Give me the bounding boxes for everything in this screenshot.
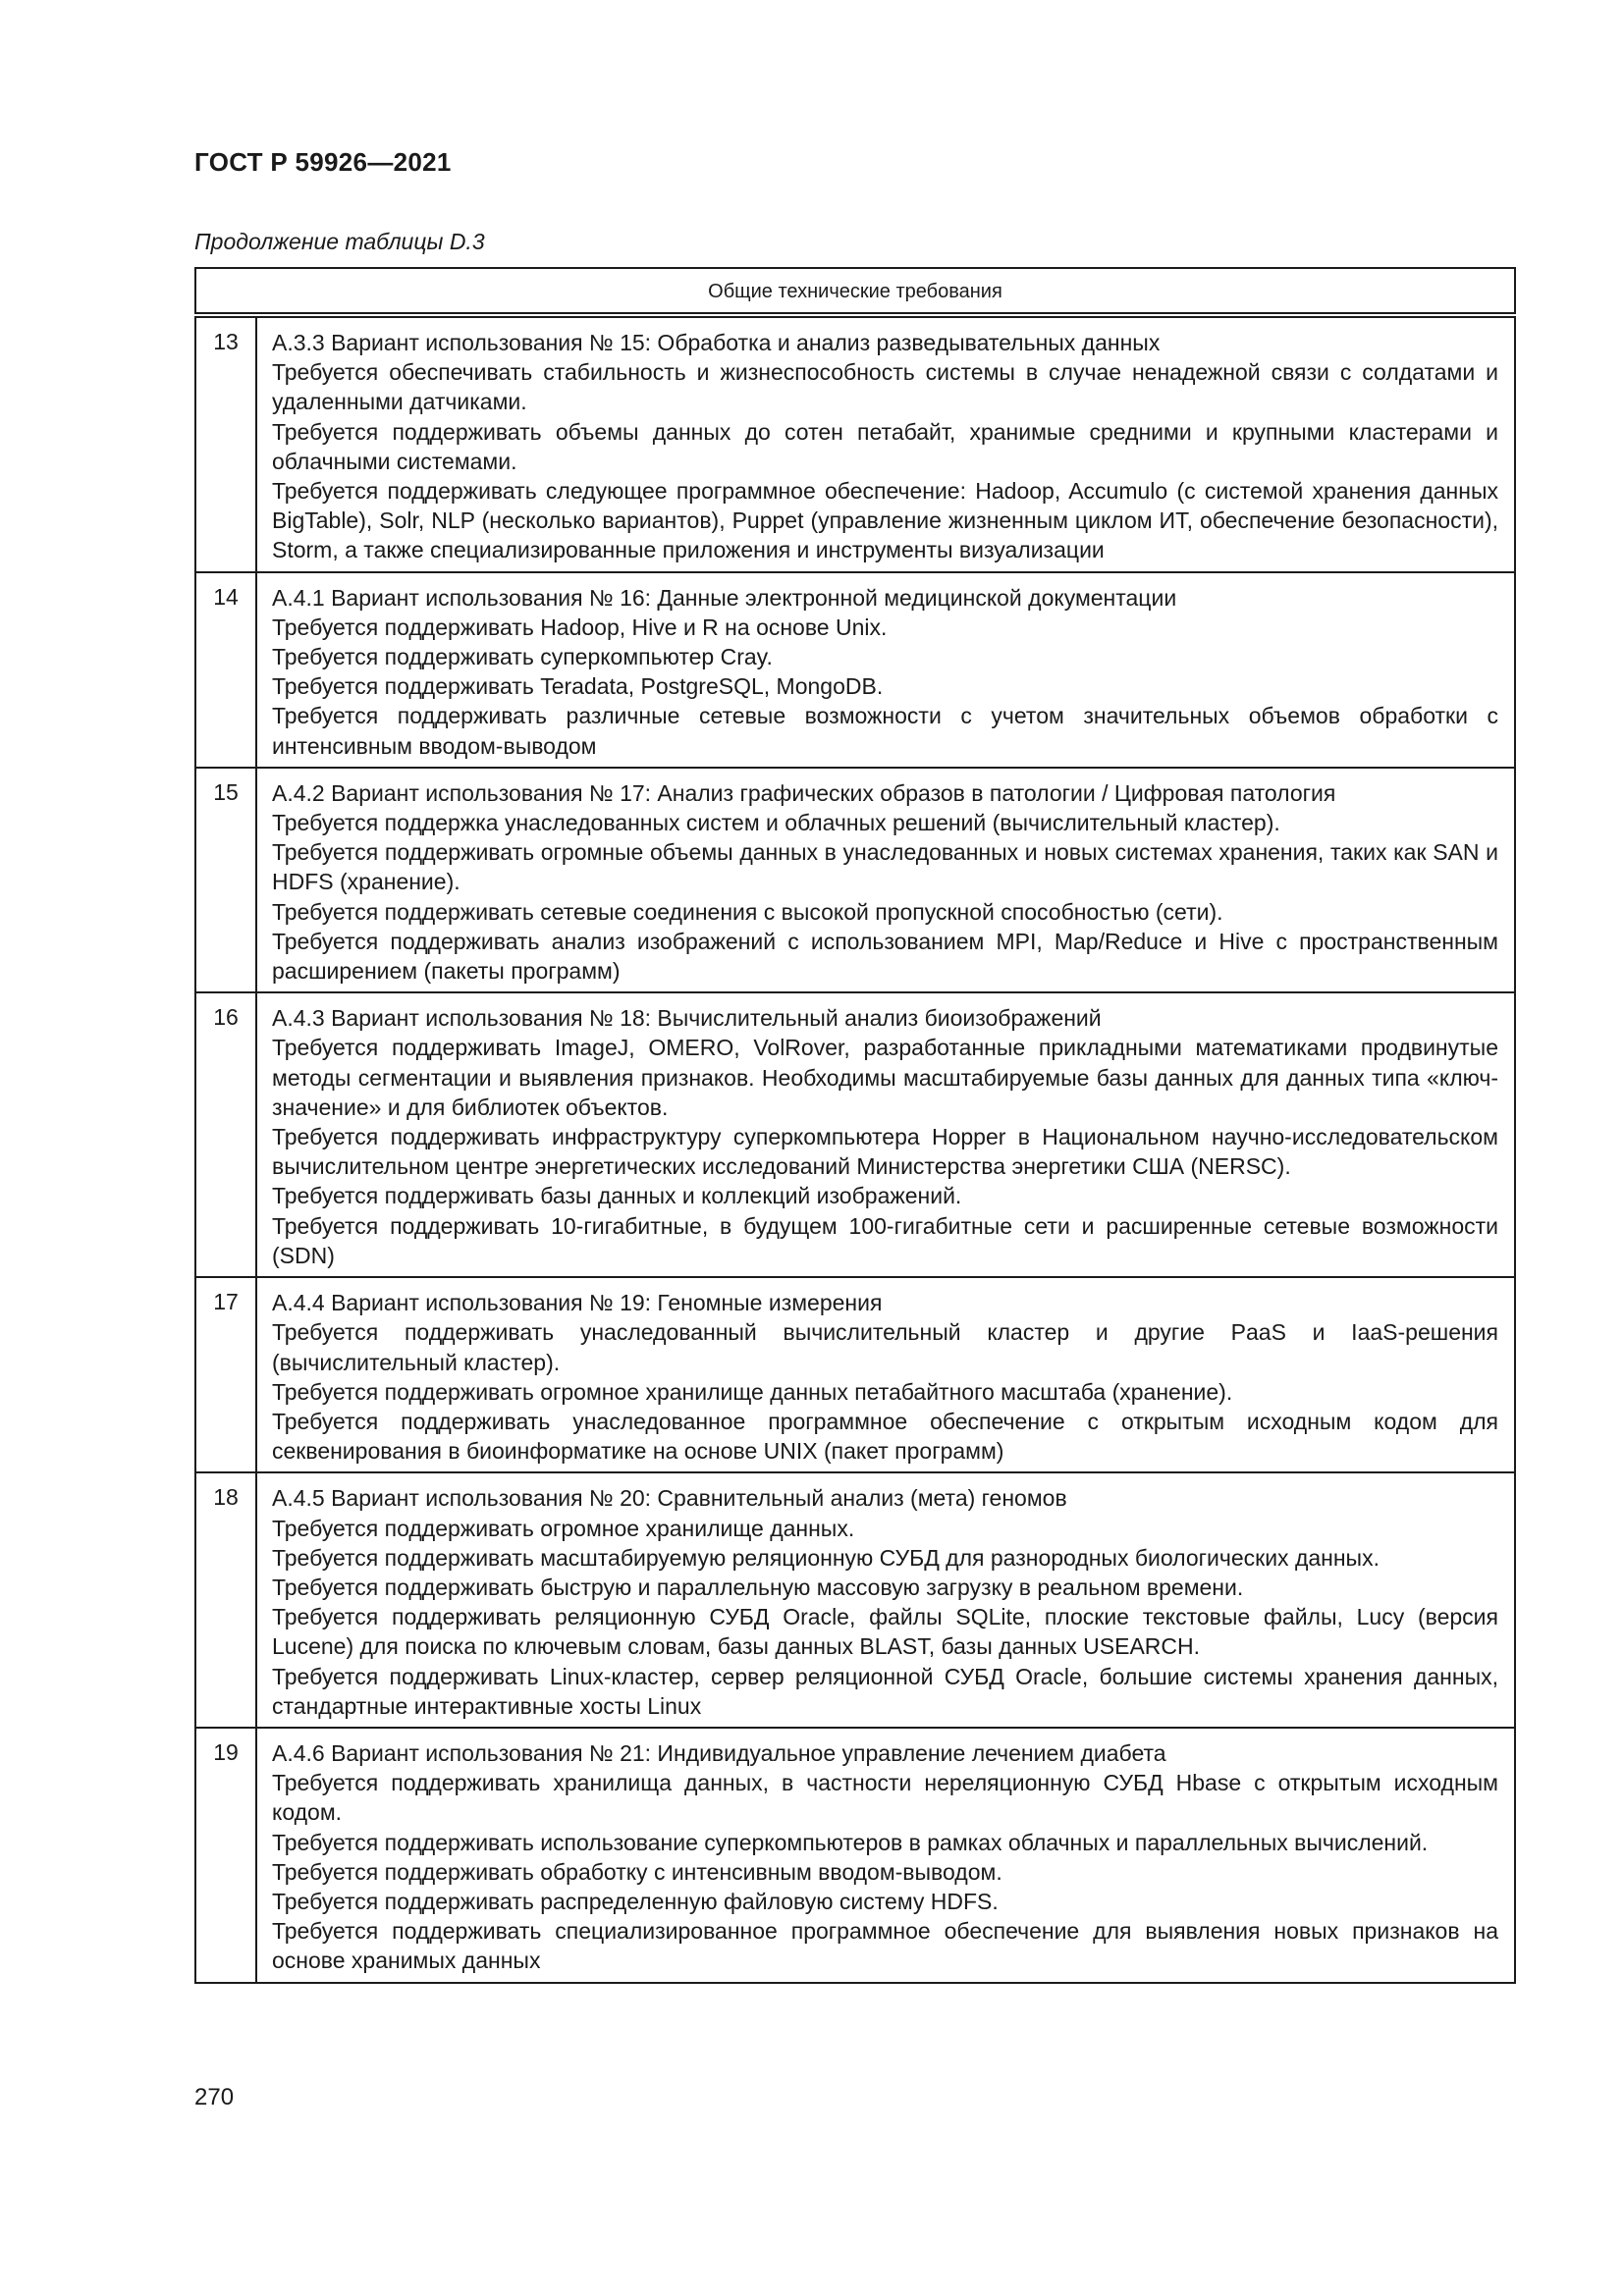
- requirement-line: Требуется поддерживать унаследованное программное обеспечение с открытым исходным кодом для секвенирования в биоинформатике на основе UNIX (пакет программ): [272, 1408, 1498, 1465]
- table-row: [195, 315, 1515, 572]
- requirement-line: Требуется поддерживать 10-гигабитные, в будущем 100-гигабитные сети и расширенные сетевые возможности (SDN): [272, 1212, 1498, 1268]
- requirement-line: Требуется поддерживать хранилища данных, в частности нереляционную СУБД Hbase с открытым исходным кодом.: [272, 1770, 1498, 1826]
- requirement-cell: [256, 315, 1515, 572]
- use-case-title: A.4.5 Вариант использования № 20: Сравнительный анализ (мета) геномов: [272, 1485, 1067, 1512]
- requirement-line: Требуется поддерживать суперкомпьютер Cray.: [272, 644, 773, 670]
- row-number: 16: [195, 992, 256, 1277]
- requirement-line: Требуется поддерживать огромные объемы данных в унаследованных и новых системах хранения, таких как SAN и HDFS (хранение).: [272, 839, 1498, 895]
- use-case-title: A.4.3 Вариант использования № 18: Вычислительный анализ биоизображений: [272, 1005, 1102, 1032]
- table-caption: Продолжение таблицы D.3: [194, 229, 485, 254]
- requirement-cell: [256, 768, 1515, 992]
- table-row: [195, 768, 1515, 992]
- page-number: 270: [194, 2084, 235, 2110]
- requirement-line: Требуется поддержка унаследованных систем и облачных решений (вычислительный кластер).: [272, 810, 1280, 836]
- requirement-line: Требуется поддерживать распределенную файловую систему HDFS.: [272, 1888, 999, 1914]
- requirement-cell: [256, 572, 1515, 768]
- row-number: 17: [195, 1277, 256, 1472]
- requirement-line: Требуется поддерживать ImageJ, OMERO, VolRover, разработанные прикладными математиками продвинутые методы сегментации и выявления признаков. Необходимы масштабируемые базы данных для данных типа «ключ-значение» и для библиотек объектов.: [272, 1035, 1498, 1120]
- requirement-line: Требуется обеспечивать стабильность и жизнеспособность системы в случае ненадежной связи с солдатами и удаленными датчиками.: [272, 359, 1498, 415]
- table-row: [195, 1472, 1515, 1728]
- row-number: 13: [195, 315, 256, 572]
- table-body: [195, 315, 1515, 1983]
- table-row: [195, 1277, 1515, 1472]
- use-case-title: A.4.2 Вариант использования № 17: Анализ графических образов в патологии / Цифровая патология: [272, 779, 1336, 806]
- table-row: [195, 1728, 1515, 1983]
- row-number: 18: [195, 1472, 256, 1728]
- requirement-line: Требуется поддерживать объемы данных до сотен петабайт, хранимые средними и крупными кластерами и облачными системами.: [272, 418, 1498, 474]
- requirement-line: Требуется поддерживать Teradata, PostgreSQL, MongoDB.: [272, 673, 884, 700]
- requirement-line: Требуется поддерживать сетевые соединения с высокой пропускной способностью (сети).: [272, 898, 1223, 925]
- requirement-line: Требуется поддерживать использование суперкомпьютеров в рамках облачных и параллельных вычислений.: [272, 1829, 1429, 1855]
- row-number: 15: [195, 768, 256, 992]
- requirements-table: [194, 267, 1516, 1984]
- requirement-cell: [256, 1728, 1515, 1983]
- requirement-line: Требуется поддерживать различные сетевые возможности с учетом значительных объемов обработки с интенсивным вводом-выводом: [272, 703, 1498, 759]
- requirement-line: Требуется поддерживать обработку с интенсивным вводом-выводом.: [272, 1858, 1002, 1885]
- table-header-row: [195, 268, 1515, 315]
- requirement-line: Требуется поддерживать реляционную СУБД Oracle, файлы SQLite, плоские текстовые файлы, Lucy (версия Lucene) для поиска по ключевым словам, базы данных BLAST, базы данных USEARCH.: [272, 1604, 1498, 1660]
- requirement-line: Требуется поддерживать базы данных и коллекций изображений.: [272, 1183, 962, 1209]
- requirement-line: Требуется поддерживать быструю и параллельную массовую загрузку в реальном времени.: [272, 1574, 1244, 1600]
- row-number: 19: [195, 1728, 256, 1983]
- requirement-line: Требуется поддерживать инфраструктуру суперкомпьютера Hopper в Национальном научно-исследовательском вычислительном центре энергетических исследований Министерства энергетики США (NERSC).: [272, 1124, 1498, 1180]
- requirement-line: Требуется поддерживать Linux-кластер, сервер реляционной СУБД Oracle, большие системы хранения данных, стандартные интерактивные хосты Linux: [272, 1663, 1498, 1719]
- requirement-cell: [256, 1277, 1515, 1472]
- document-code: ГОСТ Р 59926—2021: [194, 147, 452, 177]
- requirement-line: Требуется поддерживать анализ изображений с использованием MPI, Map/Reduce и Hive с пространственным расширением (пакеты программ): [272, 928, 1498, 985]
- column-header: Общие технические требования: [195, 268, 1515, 315]
- use-case-title: A.4.6 Вариант использования № 21: Индивидуальное управление лечением диабета: [272, 1739, 1166, 1766]
- requirement-cell: [256, 992, 1515, 1277]
- requirement-line: Требуется поддерживать огромное хранилище данных петабайтного масштаба (хранение).: [272, 1378, 1233, 1405]
- table-row: [195, 572, 1515, 768]
- requirement-line: Требуется поддерживать специализированное программное обеспечение для выявления новых признаков на основе хранимых данных: [272, 1918, 1498, 1974]
- row-number: 14: [195, 572, 256, 768]
- requirement-line: Требуется поддерживать масштабируемую реляционную СУБД для разнородных биологических данных.: [272, 1544, 1380, 1571]
- requirement-cell: [256, 1472, 1515, 1728]
- requirement-line: Требуется поддерживать следующее программное обеспечение: Hadoop, Accumulo (с системой хранения данных BigTable), Solr, NLP (несколько вариантов), Puppet (управление жизненным циклом ИТ, обеспечение безопасности), Storm, а также специализированные приложения и инструменты визуализации: [272, 478, 1498, 563]
- use-case-title: A.4.1 Вариант использования № 16: Данные электронной медицинской документации: [272, 584, 1177, 611]
- use-case-title: A.4.4 Вариант использования № 19: Геномные измерения: [272, 1290, 883, 1316]
- requirement-line: Требуется поддерживать огромное хранилище данных.: [272, 1515, 855, 1541]
- requirement-line: Требуется поддерживать унаследованный вычислительный кластер и другие PaaS и IaaS-решения (вычислительный кластер).: [272, 1319, 1498, 1375]
- use-case-title: A.3.3 Вариант использования № 15: Обработка и анализ разведывательных данных: [272, 330, 1161, 355]
- table-row: [195, 992, 1515, 1277]
- requirement-line: Требуется поддерживать Hadoop, Hive и R на основе Unix.: [272, 614, 888, 640]
